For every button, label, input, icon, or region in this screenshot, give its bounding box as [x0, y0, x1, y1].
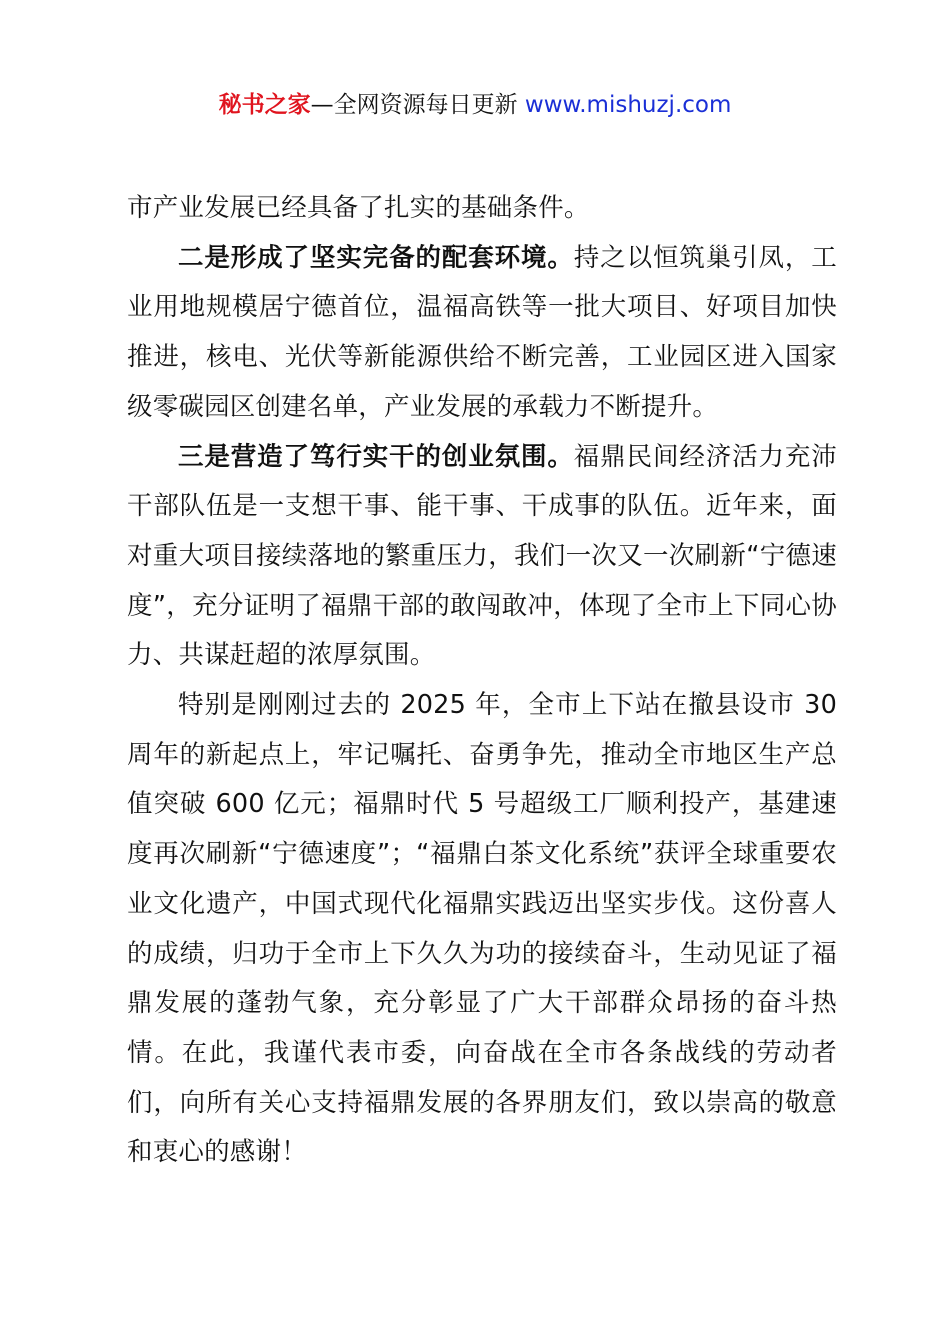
paragraph-supporting-environment [127, 234, 837, 433]
header-tagline: —全网资源每日更新 [310, 92, 525, 118]
paragraph-text: 特别是刚刚过去的 2025 年，全市上下站在撤县设市 30 周年的新起点上，牢记嘱托、奋勇争先，推动全市地区生产总值突破 600 亿元；福鼎时代 5 号超级工厂顺利投产，基建速度再次刷新“宁德速度”；“福鼎白茶文化系统”获评全球重要农业文化遗产，中国式现代化福鼎实践迈出坚实步伐。这份喜人的成绩，归功于全市上下久久为功的接续奋斗，生动见证了福鼎发展的蓬勃气象，充分彰显了广大干部群众昂扬的奋斗热情。在此，我谨代表市委，向奋战在全市各条战线的劳动者们，向所有关心支持福鼎发展的各界朋友们，致以崇高的敬意和衷心的感谢！ [127, 690, 837, 1168]
header-url-link[interactable]: www.mishuzj.com [524, 92, 732, 118]
paragraph-lead: 三是营造了笃行实干的创业氛围。 [178, 441, 574, 472]
paragraph-text: 福鼎民间经济活力充沛干部队伍是一支想干事、能干事、干成事的队伍。近年来，面对重大项目接续落地的繁重压力，我们一次又一次刷新“宁德速度”，充分证明了福鼎干部的敢闯敢冲，体现了全市上下同心协力、共谋赶超的浓厚氛围。 [127, 441, 837, 671]
brand-name: 秘书之家 [218, 92, 311, 118]
paragraph-entrepreneurial-atmosphere [127, 433, 837, 682]
paragraph-text: 市产业发展已经具备了扎实的基础条件。 [127, 193, 590, 223]
document-body [127, 184, 837, 1178]
paragraph-2025-review [127, 681, 837, 1178]
paragraph-lead: 二是形成了坚实完备的配套环境。 [178, 242, 574, 273]
paragraph-text: 持之以恒筑巢引凤，工业用地规模居宁德首位，温福高铁等一批大项目、好项目加快推进，核电、光伏等新能源供给不断完善，工业园区进入国家级零碳园区创建名单，产业发展的承载力不断提升。 [127, 242, 837, 422]
page-header [0, 88, 950, 122]
paragraph-continuation [127, 184, 837, 234]
